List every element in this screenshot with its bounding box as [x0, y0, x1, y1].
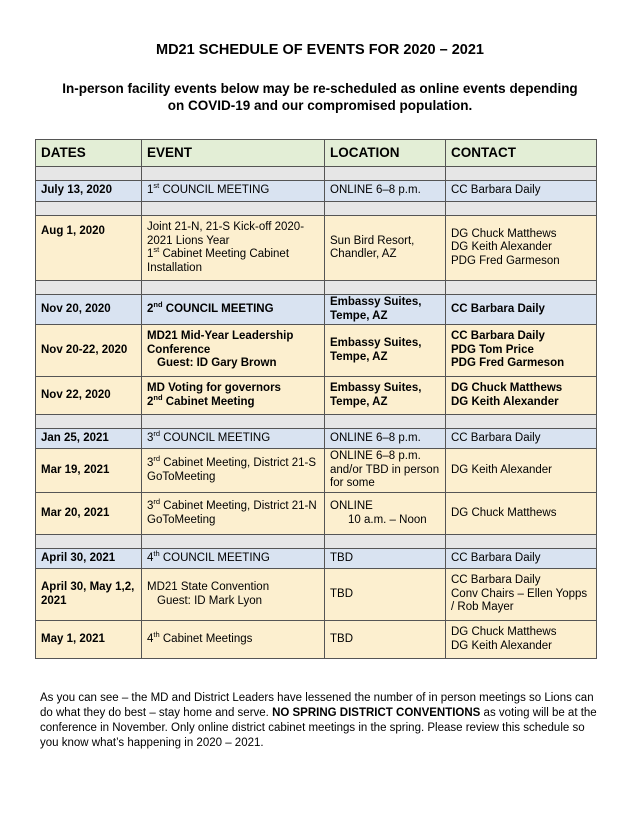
spacer-row [36, 167, 597, 181]
no-conventions-notice: NO SPRING DISTRICT CONVENTIONS [272, 707, 481, 719]
table-row [36, 621, 597, 659]
row-date: April 30, 2021 [36, 549, 142, 569]
spacer-row [36, 281, 597, 295]
row-date: May 1, 2021 [36, 621, 142, 659]
table-row [36, 216, 597, 281]
row-location: Embassy Suites, Tempe, AZ [325, 325, 446, 377]
table-header-row [36, 140, 597, 167]
row-location: Embassy Suites, Tempe, AZ [325, 377, 446, 415]
row-event: MD21 Mid-Year Leadership Conference Guest: ID Gary Brown [142, 325, 325, 377]
row-contact: DG Keith Alexander [446, 449, 597, 493]
header-location: LOCATION [325, 140, 446, 167]
row-location: TBD [325, 549, 446, 569]
row-event: Joint 21-N, 21-S Kick-off 2020-2021 Lions Year 1st Cabinet Meeting Cabinet Installation [142, 216, 325, 281]
row-event: MD Voting for governors 2nd Cabinet Meeting [142, 377, 325, 415]
spacer-row [36, 535, 597, 549]
header-contact: CONTACT [446, 140, 597, 167]
row-contact: CC Barbara Daily [446, 429, 597, 449]
row-date: April 30, May 1,2, 2021 [36, 569, 142, 621]
row-event: 4th COUNCIL MEETING [142, 549, 325, 569]
row-date: July 13, 2020 [36, 181, 142, 202]
row-location: Embassy Suites, Tempe, AZ [325, 295, 446, 325]
row-contact: DG Chuck Matthews DG Keith Alexander [446, 377, 597, 415]
row-location: ONLINE 6–8 p.m. and/or TBD in person for some [325, 449, 446, 493]
table-row [36, 325, 597, 377]
table-row [36, 569, 597, 621]
row-event: 4th Cabinet Meetings [142, 621, 325, 659]
row-contact: CC Barbara Daily PDG Tom Price PDG Fred Garmeson [446, 325, 597, 377]
row-event: 2nd COUNCIL MEETING [142, 295, 325, 325]
row-event: 3rd Cabinet Meeting, District 21-N GoToMeeting [142, 493, 325, 535]
row-location: ONLINE 10 a.m. – Noon [325, 493, 446, 535]
row-date: Nov 22, 2020 [36, 377, 142, 415]
row-location: TBD [325, 569, 446, 621]
row-event: 3rd Cabinet Meeting, District 21-S GoToMeeting [142, 449, 325, 493]
header-dates: DATES [36, 140, 142, 167]
row-contact: CC Barbara Daily [446, 549, 597, 569]
page-title: MD21 SCHEDULE OF EVENTS FOR 2020 – 2021 [156, 42, 484, 58]
row-date: Mar 19, 2021 [36, 449, 142, 493]
row-contact: CC Barbara Daily [446, 295, 597, 325]
table-row [36, 449, 597, 493]
row-contact: DG Chuck Matthews [446, 493, 597, 535]
row-contact: DG Chuck Matthews DG Keith Alexander [446, 621, 597, 659]
table-row [36, 181, 597, 202]
row-location: ONLINE 6–8 p.m. [325, 181, 446, 202]
table-row [36, 493, 597, 535]
covid-notice-line-2: on COVID-19 and our compromised population. [167, 98, 473, 113]
footer-note: As you can see – the MD and District Leaders have lessened the number of in person meetings so Lions can do what they do best – stay home and serve. NO SPRING DISTRICT CONVENTIONS as voting will be at the conference in November. Only online district cabinet meetings in the spring. Please review this schedule so you know what’s happening in 2020 – 2021. [40, 692, 597, 749]
row-date: Jan 25, 2021 [36, 429, 142, 449]
table-row [36, 377, 597, 415]
table-row [36, 295, 597, 325]
row-date: Mar 20, 2021 [36, 493, 142, 535]
row-date: Nov 20, 2020 [36, 295, 142, 325]
covid-notice-line-1: In-person facility events below may be re-scheduled as online events depending [62, 81, 578, 96]
row-event: 3rd COUNCIL MEETING [142, 429, 325, 449]
row-location: TBD [325, 621, 446, 659]
covid-notice [20, 80, 620, 114]
row-date: Nov 20-22, 2020 [36, 325, 142, 377]
schedule-table [35, 139, 597, 659]
row-contact: DG Chuck Matthews DG Keith Alexander PDG Fred Garmeson [446, 216, 597, 281]
table-row [36, 549, 597, 569]
row-location: ONLINE 6–8 p.m. [325, 429, 446, 449]
row-event: 1st COUNCIL MEETING [142, 181, 325, 202]
row-event: MD21 State Convention Guest: ID Mark Lyon [142, 569, 325, 621]
spacer-row [36, 415, 597, 429]
row-contact: CC Barbara Daily [446, 181, 597, 202]
row-date: Aug 1, 2020 [36, 216, 142, 281]
table-row [36, 429, 597, 449]
row-location: Sun Bird Resort, Chandler, AZ [325, 216, 446, 281]
header-event: EVENT [142, 140, 325, 167]
spacer-row [36, 202, 597, 216]
row-contact: CC Barbara Daily Conv Chairs – Ellen Yopps / Rob Mayer [446, 569, 597, 621]
